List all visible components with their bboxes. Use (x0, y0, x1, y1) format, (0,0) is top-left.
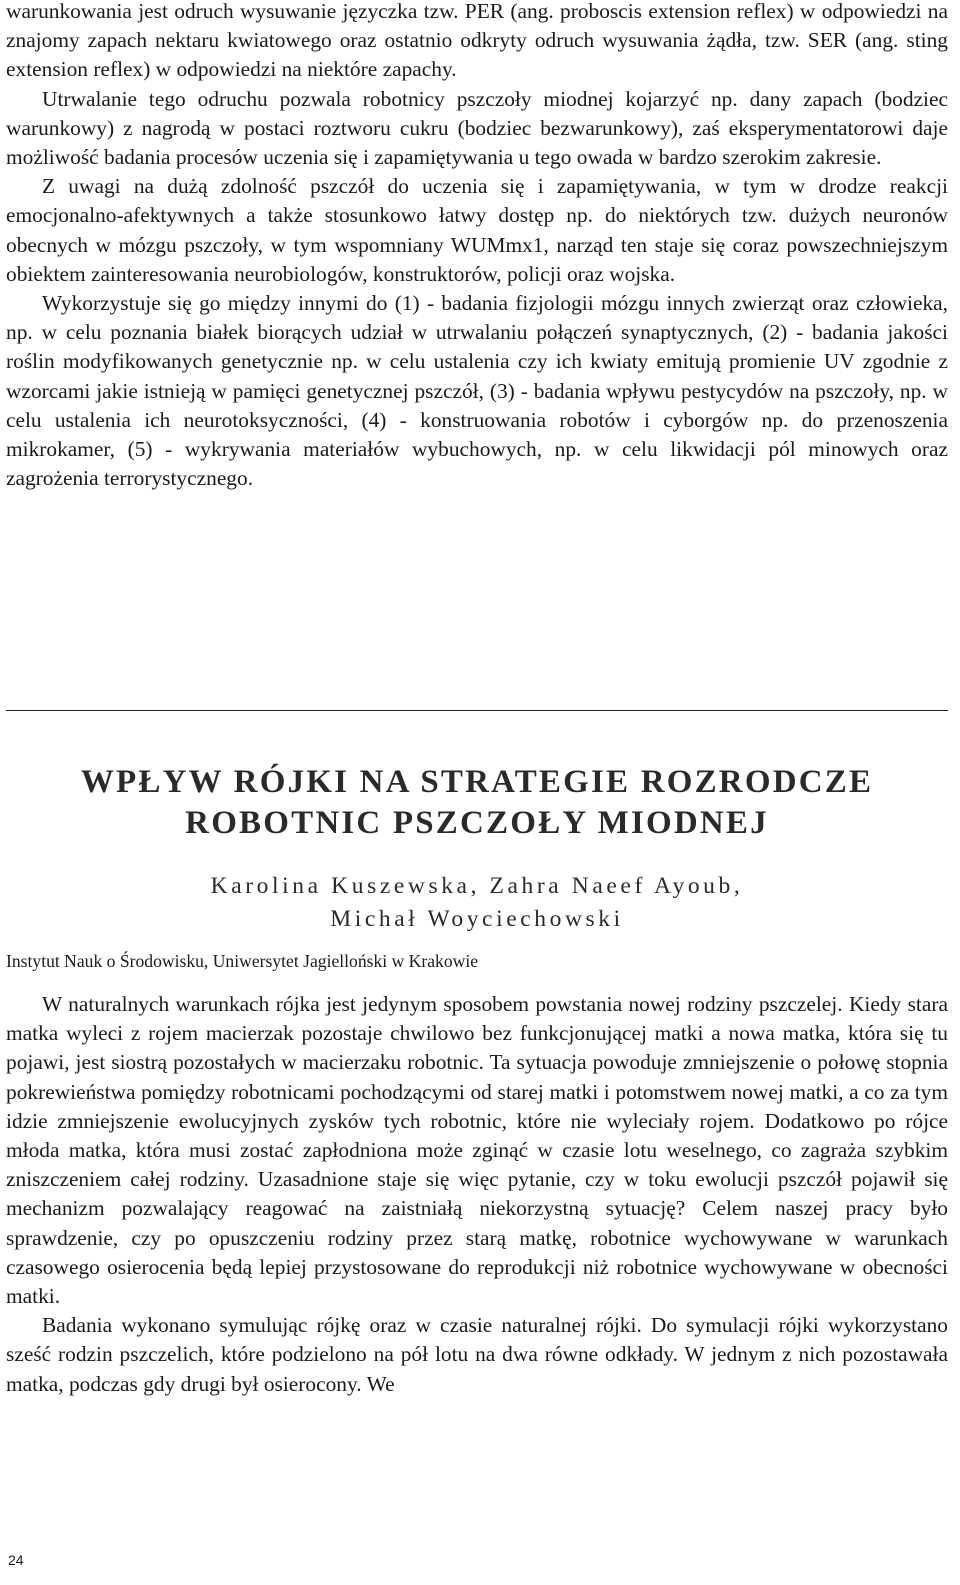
article-authors (6, 870, 948, 936)
section-divider (6, 710, 948, 711)
article-body (6, 990, 948, 1399)
authors-line: Michał Woyciechowski (330, 906, 624, 932)
continuation-text (6, 0, 948, 493)
article-title-line: ROBOTNIC PSZCZOŁY MIODNEJ (185, 805, 769, 841)
authors-line: Karolina Kuszewska, Zahra Naeef Ayoub, (210, 873, 744, 899)
paragraph: Badania wykonano symulując rójkę oraz w czasie naturalnej rójki. Do symulacji rójki wykorzystano sześć rodzin pszczelich, które podzielono na pół lotu na dwa równe odkłady. W jednym z nich pozostawała matka, podczas gdy drugi był osierocony. We (6, 1313, 948, 1396)
paragraph: W naturalnych warunkach rójka jest jedynym sposobem powstania nowej rodziny pszczelej. Kiedy stara matka wyleci z rojem macierzak pozostaje chwilowo bez funkcjonującej matki a nowa matka, która się tu pojawi, jest siostrą pozostałych w macierzaku robotnic. Ta sytuacja powoduje zmniejszenie o połowę stopnia pokrewieństwa pomiędzy robotnicami pochodzącymi od starej matki i potomstwem nowej matki, a co za tym idzie zmniejszenie ewolucyjnych zysków tych robotnic, które nie wyleciały rojem. Dodatkowo po rójce młoda matka, która musi zostać zapłodniona może zginąć w czasie lotu weselnego, co zagraża szybkim zniszczeniem całej rodziny. Uzasadnione staje się więc pytanie, czy w toku ewolucji pszczół pojawił się mechanizm pozwalający reagować na zaistniałą niekorzystną sytuację? Celem naszej pracy było sprawdzenie, czy po opuszczeniu rodziny przez starą matkę, robotnice wychowywane w warunkach czasowego osierocenia będą lepiej przystosowane do reprodukcji niż robotnice wychowywane w obecności matki. (6, 992, 948, 1309)
paragraph: Z uwagi na dużą zdolność pszczół do uczenia się i zapamiętywania, w tym w drodze reakcji emocjonalno-afektywnych a także stosunkowo łatwy dostęp np. do niektórych tzw. dużych neuronów obecnych w mózgu pszczoły, w tym wspomniany WUMmx1, narząd ten staje się coraz powszechniejszym obiektem zainteresowania neurobiologów, konstruktorów, policji oraz wojska. (6, 174, 948, 286)
paragraph: warunkowania jest odruch wysuwanie języczka tzw. PER (ang. proboscis extension reflex) w odpowiedzi na znajomy zapach nektaru kwiatowego oraz ostatnio odkryty odruch wysuwania żądła, tzw. SER (ang. sting extension reflex) w odpowiedzi na niektóre zapachy. (6, 0, 948, 82)
article-title-line: WPŁYW RÓJKI NA STRATEGIE ROZRODCZE (80, 764, 874, 800)
article-affiliation: Instytut Nauk o Środowisku, Uniwersytet Jagielloński w Krakowie (6, 951, 479, 971)
page-number: 24 (8, 1552, 24, 1568)
article-title (6, 762, 948, 844)
paragraph: Utrwalanie tego odruchu pozwala robotnicy pszczoły miodnej kojarzyć np. dany zapach (bodziec warunkowy) z nagrodą w postaci roztworu cukru (bodziec bezwarunkowy), zaś eksperymentatorowi daje możliwość badania procesów uczenia się i zapamiętywania u tego owada w bardzo szerokim zakresie. (6, 86, 948, 170)
paragraph: Wykorzystuje się go między innymi do (1) - badania fizjologii mózgu innych zwierząt oraz człowieka, np. w celu poznania białek biorących udział w utrwalaniu połączeń synaptycznych, (2) - badania jakości roślin modyfikowanych genetycznie np. w celu ustalenia czy ich kwiaty emitują promienie UV zgodnie z wzorcami jakie istnieją w pamięci genetycznej pszczół, (3) - badania wpływu pestycydów na pszczoły, np. w celu ustalenia ich neurotoksyczności, (4) - konstruowania robotów i cyborgów np. do przenoszenia mikrokamer, (5) - wykrywania materiałów wybuchowych, np. w celu likwidacji pól minowych oraz zagrożenia terrorystycznego. (6, 291, 948, 491)
